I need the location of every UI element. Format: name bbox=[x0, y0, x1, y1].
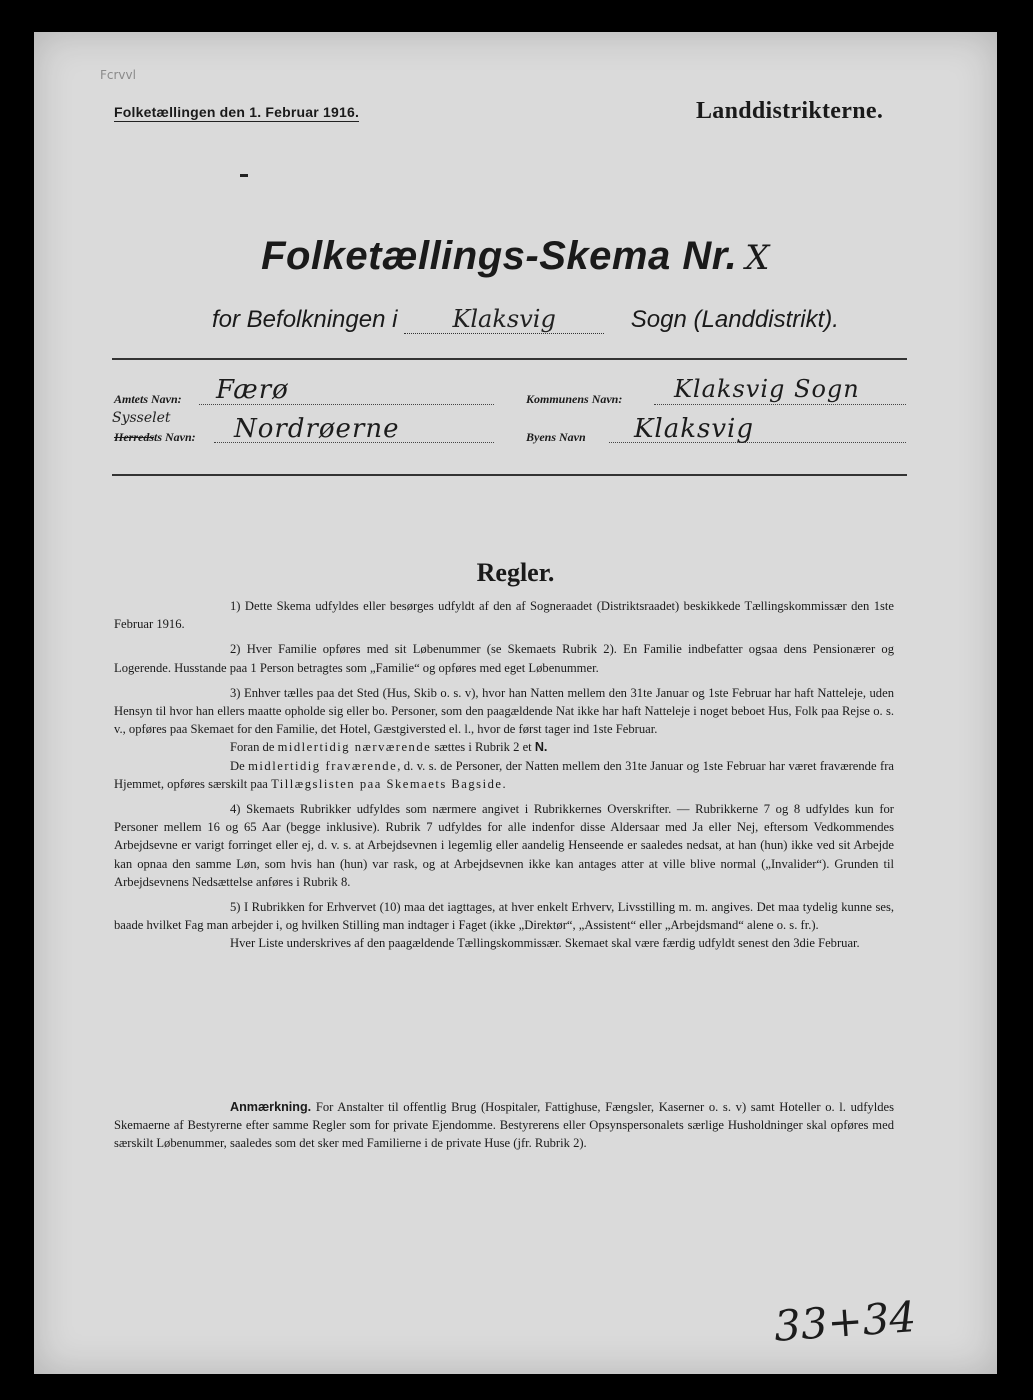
rule-3: 3) Enhver tælles paa det Sted (Hus, Skib o. s. v), hvor han Natten mellem den 31te Januar og 1ste Februar har haft Natteleje, uden Hensyn til hvor han ellers maatte opholde sig eller bo. Personer, som den paagældende Nat ikke har haft Natteleje i noget beboet Hus, Folk paa Rejse o. s. v., opføres paa Skemaet for den Familie, det Hotel, Gæstgiversted el. l., hvor de først tager ind 1ste Februar. bbox=[114, 685, 894, 737]
by-value: Klaksvig bbox=[634, 414, 754, 444]
dash-mark bbox=[240, 174, 248, 177]
rule-3c-text-b: , d. v. s. de Personer, der Natten mellem den 31te Januar og 1ste Februar har været fraværende fra Hjemmet, opføres særskilt paa bbox=[114, 758, 894, 791]
kommune-line bbox=[654, 404, 906, 405]
census-date-header: Folketællingen den 1. Februar 1916. bbox=[114, 104, 360, 120]
herred-strike: Herreds bbox=[114, 430, 154, 444]
herred-value: Nordrøerne bbox=[234, 414, 400, 444]
rule-3b-text-a: Foran de bbox=[230, 740, 275, 755]
amt-label: Amtets Navn: bbox=[114, 392, 182, 406]
rule-3b-text-b: sættes i Rubrik 2 et bbox=[434, 740, 532, 755]
census-form-page bbox=[34, 32, 997, 1374]
sysselet-insert: Sysselet bbox=[112, 410, 171, 426]
note-paragraph bbox=[114, 1098, 894, 1153]
note-text: For Anstalter til offentlig Brug (Hospitaler, Fattighuse, Fængsler, Kaserner o. s. v) samt Hoteller o. l. udfyldes Skemaerne af Bestyrerne efter samme Regler som for private Ejendomme. Bestyrerens eller Opsynspersonalets særlige Husholdninger skal opføres med særskilt Løbenummer, saaledes som det sker med Familierne i de private Huse (jfr. Rubrik 2). bbox=[114, 1100, 894, 1151]
bottom-rule bbox=[112, 474, 907, 476]
kommune-label: Kommunens Navn: bbox=[526, 392, 623, 406]
form-number: X bbox=[745, 238, 770, 278]
kommune-value: Klaksvig Sogn bbox=[674, 375, 860, 403]
rule-3b-spaced: midlertidig nærværende bbox=[277, 740, 432, 755]
rule-3-present bbox=[114, 738, 894, 756]
rules-body bbox=[114, 597, 894, 960]
rule-3b-n: N. bbox=[534, 740, 548, 755]
rule-1: 1) Dette Skema udfyldes eller besørges udfyldt af den af Sogneraadet (Distriktsraadet) beskikkede Tællingskommissær den 1ste Februar 1916. bbox=[114, 599, 894, 632]
subtitle-prefix: for Befolkningen i bbox=[212, 306, 398, 333]
handwritten-page-number: 33+34 bbox=[772, 1292, 918, 1351]
amt-value: Færø bbox=[216, 375, 289, 405]
form-title bbox=[34, 234, 997, 279]
rule-4: 4) Skemaets Rubrikker udfyldes som nærmere angivet i Rubrikkernes Overskrifter. — Rubrikkerne 7 og 8 udfyldes kun for Personer mellem 16 og 65 Aar (begge inklusive). Rubrik 7 udfyldes for alle indenfor disse Aldersaar med Ja eller Nej, eftersom Vedkommendes Arbejdsevne er varigt forringet eller ej, d. v. s. at Arbejdsevnen i legemlig eller aandelig Henseende er saaledes nedsat, at han (hun) ikke ved sit Arbejde kan opnaa den samme Løn, som hvis han (hun) var rask, og at Arbejdsevnen ikke kan antages atter at ville blive normal („Invalider“). Grunden til Arbejdsevnens Nedsættelse anføres i Rubrik 8. bbox=[114, 802, 894, 889]
corner-stamp: Fcrvvl bbox=[100, 68, 136, 82]
form-subtitle bbox=[212, 305, 992, 334]
subtitle-suffix: Sogn (Landdistrikt). bbox=[630, 306, 839, 333]
rule-3c-text-a: De bbox=[230, 758, 245, 773]
rule-3-absent bbox=[114, 757, 894, 793]
note-label: Anmærkning. bbox=[230, 1100, 312, 1114]
district-header: Landdistrikterne. bbox=[696, 98, 884, 124]
rule-3c-spaced: midlertidig fraværende bbox=[248, 758, 398, 773]
by-label: Byens Navn bbox=[526, 430, 586, 444]
herred-label-line bbox=[114, 430, 196, 445]
rule-5: 5) I Rubrikken for Erhvervet (10) maa det iagttages, at hver enkelt Erhverv, Livsstilling m. m. angives. Det maa tydelig kunne ses, baade hvilket Fag man arbejder i, og hvilken Stilling man indtager i Faget (ikke „Direktør“, „Assistent“ eller „Arbejdsmand“ alene o. s. fr.). bbox=[114, 900, 894, 933]
rule-6: Hver Liste underskrives af den paagældende Tællingskommissær. Skemaet skal være færdig udfyldt senest den 3die Februar. bbox=[230, 936, 860, 951]
form-title-text: Folketællings-Skema Nr. bbox=[261, 234, 738, 278]
rule-3c-spaced-2: Tillægslisten paa Skemaets Bagside. bbox=[271, 776, 508, 791]
top-rule bbox=[112, 358, 907, 360]
rules-heading: Regler. bbox=[476, 558, 555, 587]
rule-2: 2) Hver Familie opføres med sit Løbenummer (se Skemaets Rubrik 2). En Familie indbefatter ogsaa dens Pensionærer og Logerende. Husstande paa 1 Person betragtes som „Familie“ og opføres med eget Løbenummer. bbox=[114, 642, 894, 675]
parish-name: Klaksvig bbox=[404, 305, 604, 334]
herred-label: ts Navn: bbox=[154, 430, 196, 444]
